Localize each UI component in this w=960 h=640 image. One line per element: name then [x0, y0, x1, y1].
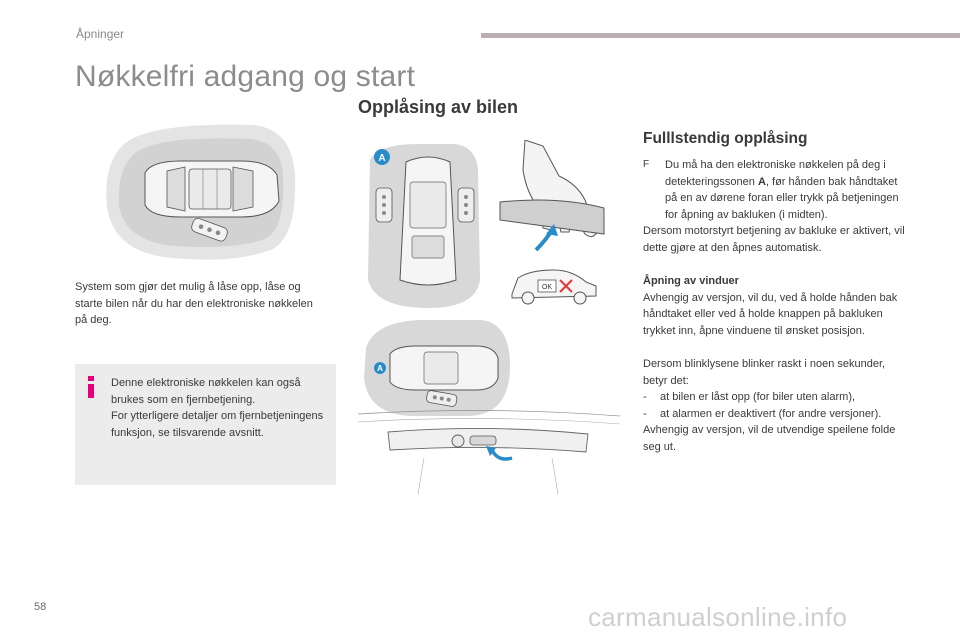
car-top-view-small — [390, 346, 498, 390]
zone-badge-a — [374, 149, 390, 165]
door-unlock-illustration — [358, 140, 620, 312]
bullet-item — [643, 157, 905, 223]
car-top-view — [145, 161, 279, 217]
section-label: Åpninger — [76, 27, 125, 41]
mirrors-text: Avhengig av versjon, vil de utvendige speilene folde seg ut. — [643, 424, 896, 453]
subsection-heading: Fulllstendig opplåsing — [643, 130, 808, 147]
zone-letter: A — [757, 175, 766, 188]
bullet-text: Du må ha den elektroniske nøkkelen på deg i detekteringssonen A, før hånden bak håndtaket på en av dørene foran eller trykk på betjeningen for åpning av bakluken (i midten). — [665, 159, 899, 221]
tailgate-arrow-icon — [492, 450, 512, 459]
info-line: Denne elektroniske nøkkelen kan også brukes som en fjernbetjening. — [111, 377, 301, 406]
key-left-icon — [376, 188, 392, 222]
tailgate-button-illustration — [358, 408, 620, 496]
section-heading: Opplåsing av bilen — [358, 97, 519, 117]
bullet-glyph: F — [643, 159, 650, 170]
flash-intro: Dersom blinklysene blinker raskt i noen sekunder, betyr det: — [643, 358, 886, 387]
svg-text:OK: OK — [541, 284, 553, 291]
unlock-instructions — [643, 157, 905, 455]
detection-zone-illustration — [103, 117, 299, 262]
intro-paragraph: System som gjør det mulig å låse opp, låse og starte bilen når du har den elektroniske nøkkelen på deg. — [75, 281, 313, 326]
tailgate-button — [470, 436, 496, 445]
header-rule — [481, 33, 960, 38]
key-right-icon — [458, 188, 474, 222]
watermark: carmanualsonline.info — [588, 602, 848, 632]
car-front-view — [400, 157, 456, 285]
flash-item: - at alarmen er deaktivert (for andre versjoner). — [643, 407, 882, 420]
tailgate-camera-icon — [452, 435, 464, 447]
car-side-view-icon — [512, 270, 596, 304]
info-line: For ytterligere detaljer om fjernbetjeningens funksjon, se tilsvarende avsnitt. — [111, 410, 324, 439]
rear-zone-illustration — [360, 318, 518, 418]
info-box-text — [111, 375, 329, 441]
page-title: Nøkkelfri adgang og start — [75, 60, 416, 93]
svg-text:A: A — [377, 364, 383, 373]
page-number: 58 — [34, 601, 47, 613]
info-icon — [87, 376, 95, 398]
windows-heading: Åpning av vinduer — [643, 275, 739, 287]
svg-text:A: A — [378, 153, 386, 164]
tailgate-note: Dersom motorstyrt betjening av bakluke er aktivert, vil dette gjøre at den åpnes automatisk. — [643, 225, 905, 254]
flash-item: - at bilen er låst opp (for biler uten alarm), — [643, 391, 856, 403]
zone-badge-a-small — [374, 362, 386, 374]
windows-text: Avhengig av versjon, vil du, ved å holde hånden bak håndtaket eller ved å holde knappen på bakluken trykket inn, åpne vinduene til ønsket posisjon. — [643, 291, 898, 337]
